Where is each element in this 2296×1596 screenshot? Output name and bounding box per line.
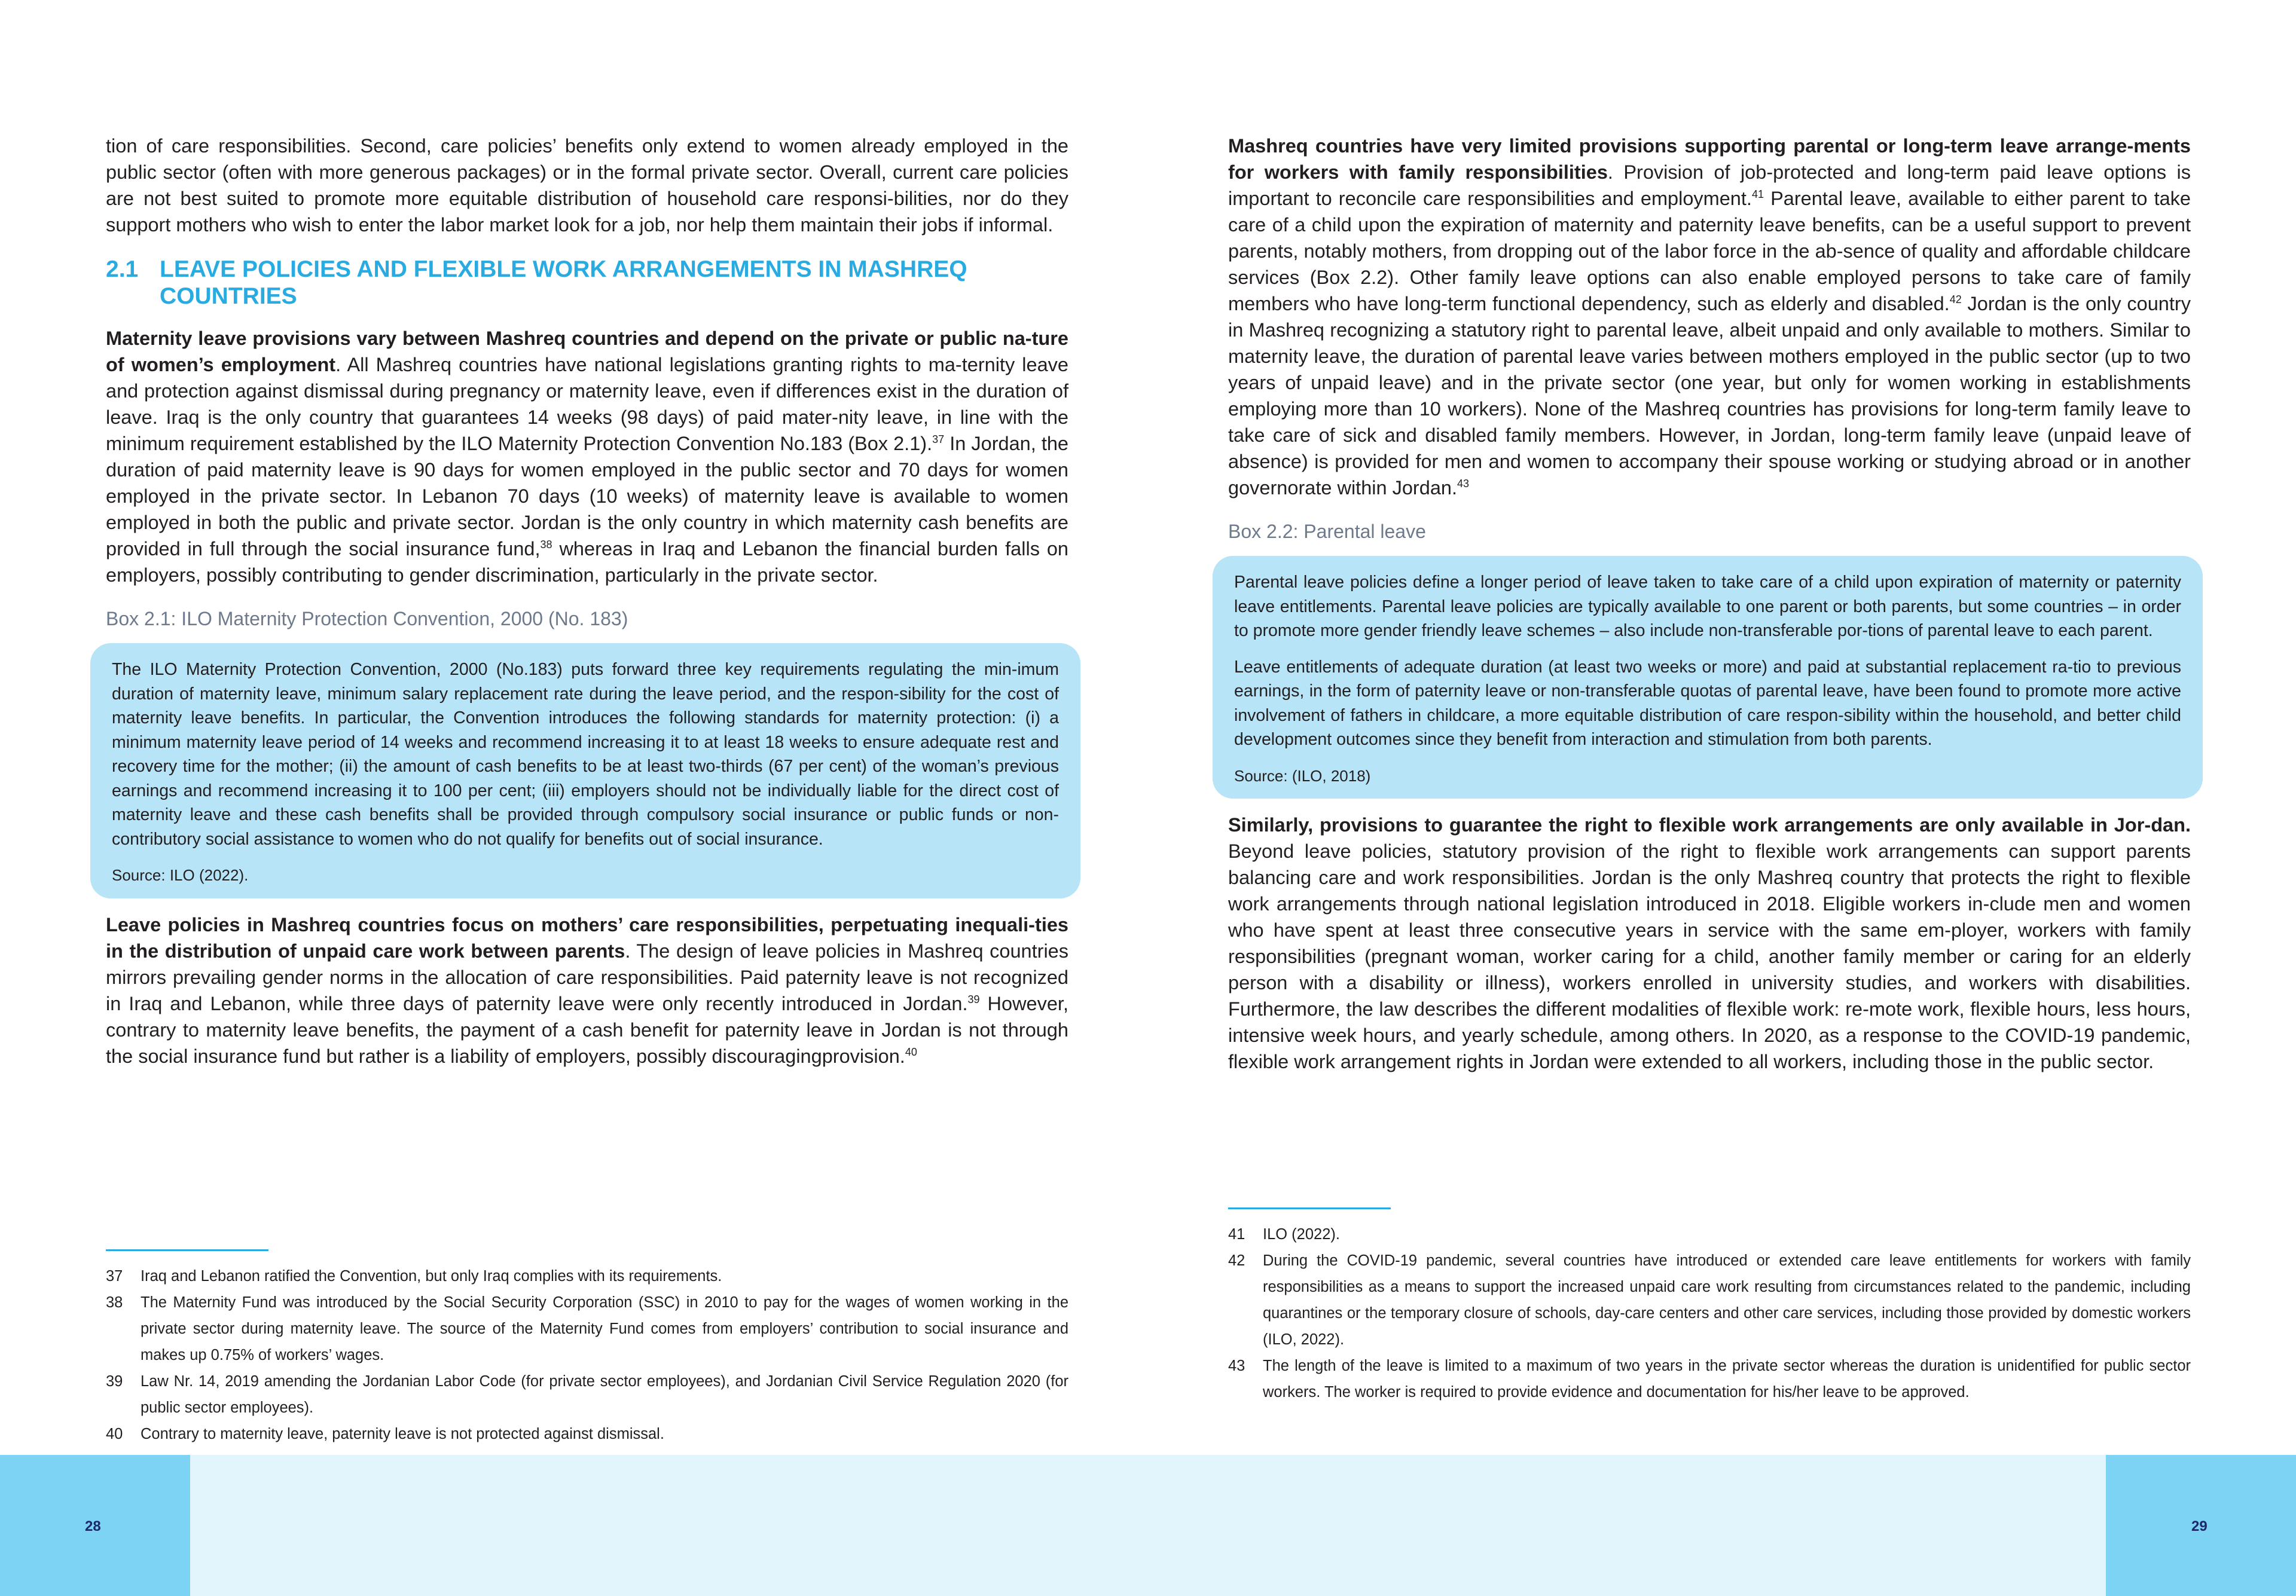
footnote xyxy=(1228,1353,2191,1405)
footnote-number: 39 xyxy=(106,1373,123,1390)
lead-bold-text: Leave policies in Mashreq countries focus on mothers’ care responsibilities, perpetuating inequali-ties in the distribution of unpaid care work between parents xyxy=(106,913,1068,962)
footnote-number: 37 xyxy=(106,1268,123,1285)
footnote-text: ILO (2022). xyxy=(1263,1226,1340,1243)
paragraph-text: Beyond leave policies, statutory provision of the right to flexible work arrangements can support parents balancing care and work responsibilities. Jordan is the only Mashreq country that protects the right to flexible work arrangements through national legislation introduced in 2018. Eligible workers in-clude men and women who have spent at least three consecutive years in service with the same em-ployer, workers with family responsibilities (pregnant woman, worker caring for a child, another family member or caring for an elderly person with a disability or illness), workers enrolled in university studies, and workers with disabilities. Furthermore, the law describes the different modalities of flexible work: re-mote work, flexible hours, less hours, intensive week hours, and yearly schedule, among others. In 2020, as a response to the COVID-19 pandemic, flexible work arrangement rights in Jordan were extended to all workers, including those in the public sector. xyxy=(1228,840,2191,1072)
footnote-ref-38[interactable]: 38 xyxy=(540,539,552,551)
footnote-number: 42 xyxy=(1228,1252,1245,1269)
paragraph-text: . Provision of job-protected and long-term paid leave options is important to reconcile care responsibilities and employment. xyxy=(1228,161,2191,209)
box-source: Source: ILO (2022). xyxy=(112,866,249,884)
lead-bold-text: Maternity leave provisions vary between Mashreq countries and depend on the private or public na-ture of women’s employment xyxy=(106,328,1068,375)
footnote-text: Contrary to maternity leave, paternity leave is not protected against dismissal. xyxy=(141,1426,664,1442)
footnote-ref-40[interactable]: 40 xyxy=(905,1045,917,1058)
right-page-column xyxy=(1228,133,2191,1093)
footnote xyxy=(1228,1221,2191,1248)
box-source: Source: (ILO, 2018) xyxy=(1234,766,1371,785)
box-2-2 xyxy=(1213,556,2203,799)
footnote-number: 43 xyxy=(1228,1357,1245,1374)
paragraph-text: . All Mashreq countries have national legislations granting rights to ma-ternity leave and protection against dismissal during pregnancy or maternity leave, even if differences exist in the duration of leave. Iraq is the only country that guarantees 14 weeks (98 days) of paid mater-nity leave, in line with the minimum requirement established by the ILO Maternity Protection Convention No.183 (Box 2.1). xyxy=(106,354,1068,454)
paragraph-text: whereas in Iraq and Lebanon the financial burden falls on employers, possibly contributing to gender discrimination, particularly in the private sector. xyxy=(106,538,1068,586)
box-text: Leave entitlements of adequate duration (at least two weeks or more) and paid at substantial replacement ra-tio to previous earnings, in the form of paternity leave or non-transferable quotas of parental leave, have been found to promote more active involvement of fathers in childcare, a more equitable distribution of care respon-sibility within the household, and better child development outcomes since they benefit from interaction and stimulation from both parents. xyxy=(1234,657,2181,749)
box-2-1-title: Box 2.1: ILO Maternity Protection Convention, 2000 (No. 183) xyxy=(106,608,628,629)
section-heading xyxy=(106,256,1068,310)
footnote-divider xyxy=(106,1249,268,1251)
section-title: LEAVE POLICIES AND FLEXIBLE WORK ARRANGEMENTS IN MASHREQ COUNTRIES xyxy=(160,256,967,309)
paragraph-text: In Jordan, the duration of paid maternity leave is 90 days for women employed in the public sector and 70 days for women employed in the private sector. In Lebanon 70 days (10 weeks) of maternity leave is available to women employed in both the public and private sector. Jordan is the only country in which maternity cash benefits are provided in full through the social insurance fund, xyxy=(106,433,1069,559)
footer-band xyxy=(0,1455,2296,1596)
page-number-right: 29 xyxy=(2191,1518,2208,1534)
paragraph-text: . The design of leave policies in Mashreq countries mirrors prevailing gender norms in the allocation of care responsibilities. Paid paternity leave is not recognized in Iraq and Lebanon, while three days of paternity leave were only recently introduced in Jordan. xyxy=(106,940,1068,1014)
right-footnotes xyxy=(1228,1207,2191,1405)
intro-paragraph: tion of care responsibilities. Second, care policies’ benefits only extend to women already employed in the public sector (often with more generous packages) or in the formal private sector. Overall, current care policies are not best suited to promote more equitable distribution of household care responsi-bilities, nor do they support mothers who wish to enter the labor market look for a job, nor help them maintain their jobs if informal. xyxy=(106,135,1068,236)
box-text: Parental leave policies define a longer period of leave taken to take care of a child upon expiration of maternity or paternity leave entitlements. Parental leave policies are typically available to one parent or both parents, but some countries – in order to promote more gender friendly leave schemes – also include non-transferable por-tions of parental leave to each parent. xyxy=(1234,573,2181,640)
footnote-text: Law Nr. 14, 2019 amending the Jordanian Labor Code (for private sector employees), and Jordanian Civil Service Regulation 2020 (for public sector employees). xyxy=(141,1373,1068,1416)
footnote xyxy=(106,1421,1068,1447)
footnote xyxy=(106,1368,1068,1421)
footnote-ref-41[interactable]: 41 xyxy=(1751,188,1764,200)
footnote xyxy=(106,1263,1068,1289)
flexible-work-paragraph xyxy=(1228,812,2191,1075)
box-2-2-title: Box 2.2: Parental leave xyxy=(1228,521,1426,542)
footnote-text: The length of the leave is limited to a maximum of two years in the private sector whereas the duration is unidentified for public sector workers. The worker is required to provide evidence and documentation for his/her leave to be approved. xyxy=(1263,1357,2191,1401)
footnote-divider xyxy=(1228,1207,1391,1209)
footnote-number: 41 xyxy=(1228,1226,1245,1243)
box-text: The ILO Maternity Protection Convention, 2000 (No.183) puts forward three key requirements regulating the min-imum duration of maternity leave, minimum salary replacement rate during the leave period, and the respon-sibility for the cost of maternity leave benefits. In particular, the Convention introduces the following standards for maternity protection: (i) a minimum maternity leave period of 14 weeks and recommend increasing it to at least 18 weeks to ensure adequate rest and recovery time for the mother; (ii) the amount of cash benefits to be at least two-thirds (67 per cent) of the woman’s previous earnings and recommend increasing it to 100 per cent; (iii) employers should not be individually liable for the direct cost of maternity leave and these cash benefits shall be provided through compulsory social insurance or public funds or non-contributory social assistance to women who do not qualify for benefits out of social insurance. xyxy=(112,660,1059,849)
footnote-text: The Maternity Fund was introduced by the Social Security Corporation (SSC) in 2010 to pay for the wages of women working in the private sector during maternity leave. The source of the Maternity Fund comes from employers’ contribution to social insurance and makes up 0.75% of workers’ wages. xyxy=(141,1294,1068,1363)
footnote-number: 40 xyxy=(106,1426,123,1442)
lead-bold-text: Similarly, provisions to guarantee the right to flexible work arrangements are only available in Jor-dan. xyxy=(1228,814,2191,836)
paragraph-text: However, contrary to maternity leave benefits, the payment of a cash benefit for paternity leave in Jordan is not through the social insurance fund but rather is a liability of employers, possibly discouragingprovision. xyxy=(106,992,1068,1067)
maternity-leave-paragraph xyxy=(106,325,1068,588)
footnote-ref-43[interactable]: 43 xyxy=(1457,478,1470,490)
footnote-number: 38 xyxy=(106,1294,123,1311)
footnote xyxy=(1228,1248,2191,1353)
paragraph-text: Jordan is the only country in Mashreq recognizing a statutory right to parental leave, albeit unpaid and only available to mothers. Similar to maternity leave, the duration of parental leave varies between mothers employed in the public sector (up to two years of unpaid leave) and in the private sector (one year, but only for women working in establishments employing more than 10 workers). None of the Mashreq countries has provisions for long-term family leave to take care of sick and disabled family members. However, in Jordan, long-term family leave (unpaid leave of absence) is provided for men and women to accompany their spouse working or studying abroad or in another governorate within Jordan. xyxy=(1228,293,2191,499)
leave-policies-paragraph xyxy=(106,912,1068,1069)
lead-bold-text: Mashreq countries have very limited provisions supporting parental or long-term leave arrange-ments for workers with family responsibilities xyxy=(1228,135,2191,183)
footnote-ref-39[interactable]: 39 xyxy=(967,993,980,1005)
footnote-ref-42[interactable]: 42 xyxy=(1949,293,1962,305)
section-number: 2.1 xyxy=(106,256,139,282)
footnote xyxy=(106,1289,1068,1368)
page-number-left: 28 xyxy=(85,1518,101,1534)
footnote-text: Iraq and Lebanon ratified the Convention, but only Iraq complies with its requirements. xyxy=(141,1268,722,1285)
box-2-1 xyxy=(90,643,1080,898)
left-footnotes xyxy=(106,1249,1068,1447)
footnote-text: During the COVID-19 pandemic, several countries have introduced or extended care leave entitlements for workers with family responsibilities as a means to support the increased unpaid care work resulting from circumstances related to the pandemic, including quarantines or the temporary closure of schools, day-care centers and other care services, including those provided by domestic workers (ILO, 2022). xyxy=(1263,1252,2191,1348)
left-page-column xyxy=(106,133,1068,1087)
footnote-ref-37[interactable]: 37 xyxy=(932,433,945,445)
parental-leave-paragraph xyxy=(1228,133,2191,501)
paragraph-text: Parental leave, available to either parent to take care of a child upon the expiration of maternity and paternity leave benefits, can be a useful support to prevent parents, notably mothers, from dropping out of the labor force in the ab-sence of quality and affordable childcare services (Box 2.2). Other family leave options can also enable employed persons to take care of family members who have long-term functional dependency, such as elderly and disabled. xyxy=(1228,188,2191,314)
